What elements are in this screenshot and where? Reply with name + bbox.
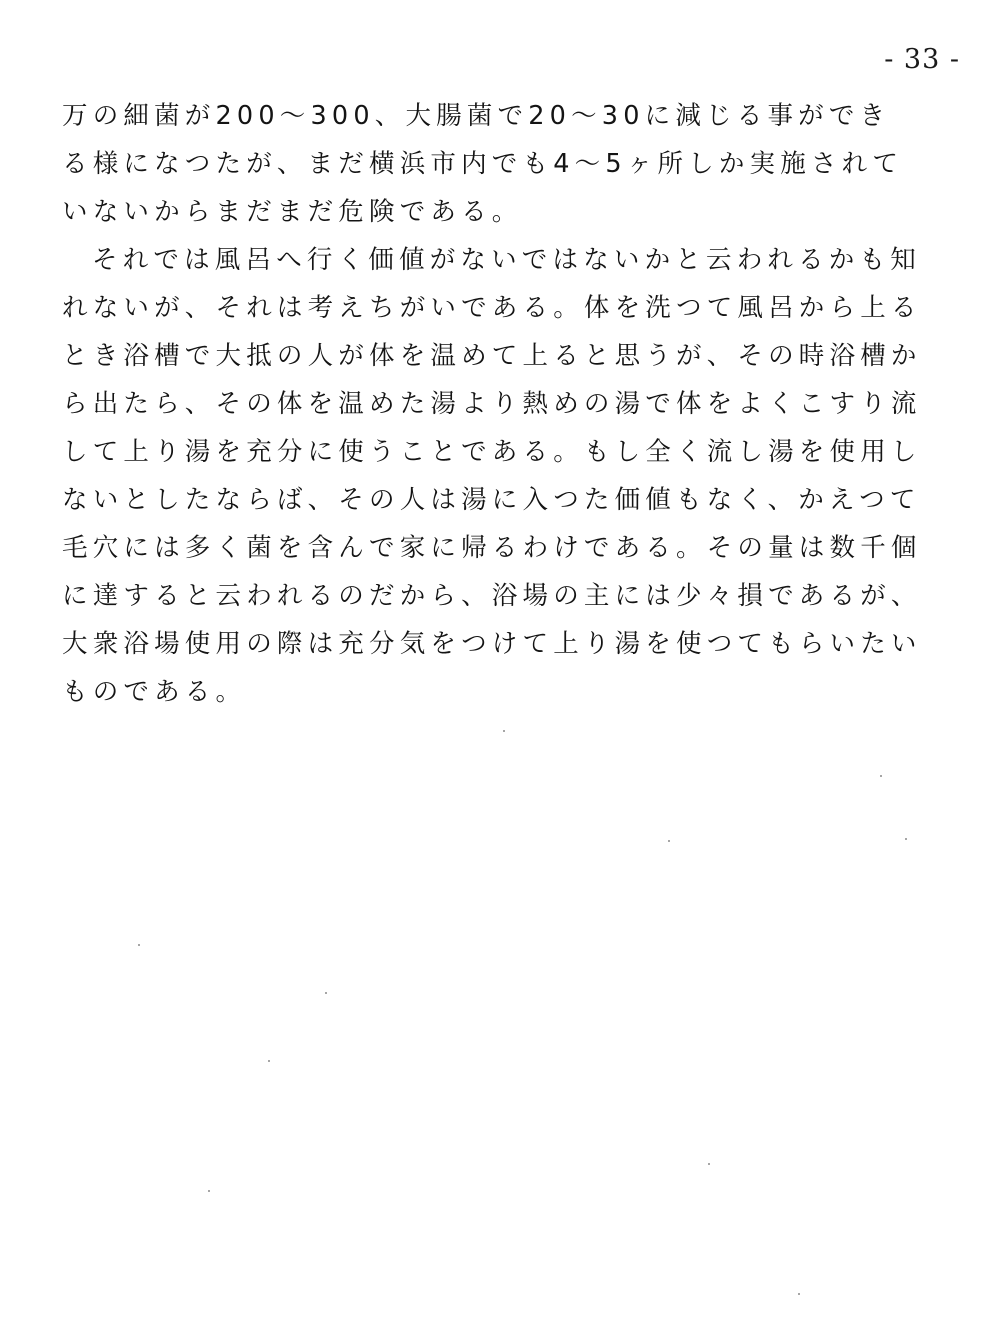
text-line: ものである。 (62, 677, 247, 707)
text-line: いないからまだまだ危険である。 (62, 197, 523, 227)
page-number: - 33 - (884, 44, 960, 75)
body-text (62, 92, 947, 716)
text-line: ないとしたならば、その人は湯に入つた価値もなく、かえつて (62, 485, 921, 515)
scan-speck (798, 1293, 800, 1295)
text-line: 毛穴には多く菌を含んで家に帰るわけである。その量は数千個 (62, 533, 922, 563)
scan-speck (708, 1163, 710, 1165)
scan-speck (668, 840, 670, 842)
text-line: とき浴槽で大抵の人が体を温めて上ると思うが、その時浴槽か (62, 341, 922, 371)
scan-speck (905, 838, 907, 840)
scan-speck (880, 775, 882, 777)
text-line: 大衆浴場使用の際は充分気をつけて上り湯を使つてもらいたい (62, 629, 922, 659)
text-line: ら出たら、その体を温めた湯より熱めの湯で体をよくこすり流 (62, 389, 922, 419)
scan-speck (208, 1190, 210, 1192)
text-line: 万の細菌が200～300、大腸菌で20～30に減じる事ができ (62, 101, 891, 131)
scan-speck (325, 992, 327, 994)
scan-speck (268, 1060, 270, 1062)
scan-speck (138, 944, 140, 946)
text-line: に達すると云われるのだから、浴場の主には少々損であるが、 (62, 581, 922, 611)
text-line: して上り湯を充分に使うことである。もし全く流し湯を使用し (62, 437, 922, 467)
scan-speck (503, 730, 505, 732)
text-line: る様になつたが、まだ横浜市内でも4～5ヶ所しか実施されて (62, 149, 904, 179)
text-line: れないが、それは考えちがいである。体を洗つて風呂から上る (62, 293, 922, 323)
paragraph-start-line: それでは風呂へ行く価値がないではないかと云われるかも知 (92, 245, 921, 275)
